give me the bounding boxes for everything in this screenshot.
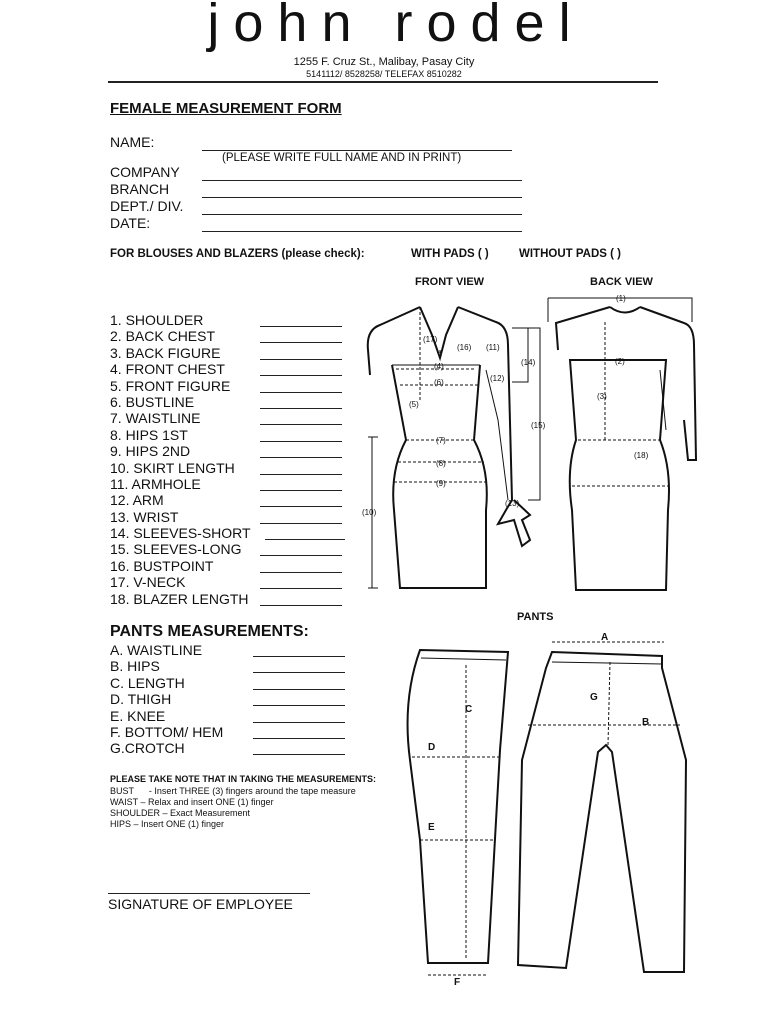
- diagram-label: (18): [634, 451, 649, 460]
- diagram-label: (15): [531, 421, 546, 430]
- company-address: 1255 F. Cruz St., Malibay, Pasay City: [293, 56, 475, 68]
- form-title: FEMALE MEASUREMENT FORM: [110, 100, 342, 117]
- item-label: G.CROTCH: [110, 740, 185, 757]
- company-label: COMPANY: [110, 164, 180, 180]
- company-logo-text: john rodel: [207, 0, 585, 53]
- date-label: DATE:: [110, 215, 151, 231]
- item-label: A. WAISTLINE: [110, 642, 203, 658]
- pants-front-figure: [518, 642, 686, 972]
- item-label: 13. WRIST: [110, 508, 179, 525]
- note-line: WAIST – Relax and insert ONE (1) finger: [110, 797, 274, 807]
- diagram-label: (11): [486, 343, 500, 352]
- item-label: C. LENGTH: [110, 674, 185, 691]
- pads-label: FOR BLOUSES AND BLAZERS (please check):: [110, 248, 365, 260]
- item-label: 17. V-NECK: [110, 574, 186, 591]
- diagram-label: (3): [597, 392, 607, 401]
- item-label: 14. SLEEVES-SHORT: [110, 525, 251, 542]
- item-label: B. HIPS: [110, 658, 160, 675]
- dept-label: DEPT./ DIV.: [110, 198, 184, 214]
- signature-label: SIGNATURE OF EMPLOYEE: [108, 896, 293, 912]
- item-label: 2. BACK CHEST: [110, 328, 216, 345]
- name-hint: (PLEASE WRITE FULL NAME AND IN PRINT): [222, 152, 462, 164]
- pants-side-figure: [408, 650, 508, 975]
- diagram-label: (5): [409, 400, 419, 409]
- note-line: HIPS – Insert ONE (1) finger: [110, 819, 225, 829]
- notes-heading: PLEASE TAKE NOTE THAT IN TAKING THE MEASUREMENTS:: [110, 774, 377, 784]
- item-label: 15. SLEEVES-LONG: [110, 541, 242, 558]
- diagram-label: (2): [615, 357, 625, 366]
- diagram-label: (14): [521, 358, 536, 367]
- item-label: 1. SHOULDER: [110, 312, 204, 328]
- diagram-label: D: [428, 742, 436, 753]
- item-label: 3. BACK FIGURE: [110, 344, 221, 361]
- back-view-figure: [548, 298, 696, 590]
- company-phones: 5141112/ 8528258/ TELEFAX 8510282: [306, 69, 462, 79]
- diagram-label: C: [465, 704, 473, 715]
- diagram-label: (12): [490, 374, 505, 383]
- diagram-label: (6): [434, 378, 444, 387]
- item-label: 8. HIPS 1ST: [110, 426, 188, 443]
- diagram-label: B: [642, 717, 650, 728]
- diagram-label: (16): [457, 343, 472, 352]
- pants-heading: PANTS MEASUREMENTS:: [110, 623, 309, 640]
- diagram-label: A: [601, 632, 609, 643]
- diagram-label: G: [590, 692, 598, 703]
- diagram-label: (8): [436, 459, 446, 468]
- note-line: SHOULDER – Exact Measurement: [110, 808, 251, 818]
- diagram-label: (4): [434, 362, 444, 371]
- front-view-labels: [362, 335, 546, 517]
- front-view-figure: [368, 307, 540, 588]
- diagram-label: (7): [436, 436, 446, 445]
- pants-labels: [428, 632, 649, 988]
- without-pads-checkbox[interactable]: WITHOUT PADS ( ): [519, 248, 621, 260]
- item-label: 4. FRONT CHEST: [110, 361, 225, 378]
- diagram-label: F: [454, 977, 461, 988]
- item-label: 16. BUSTPOINT: [110, 557, 214, 574]
- item-label: 7. WAISTLINE: [110, 410, 201, 427]
- item-label: 5. FRONT FIGURE: [110, 377, 231, 394]
- item-label: 11. ARMHOLE: [110, 475, 201, 492]
- item-label: 18. BLAZER LENGTH: [110, 590, 249, 607]
- item-label: E. KNEE: [110, 707, 166, 724]
- item-label: D. THIGH: [110, 691, 172, 708]
- note-line: BUST - Insert THREE (3) fingers around the tape measure: [110, 786, 356, 796]
- item-label: 10. SKIRT LENGTH: [110, 459, 235, 476]
- diagram-label: (13): [505, 499, 520, 508]
- branch-label: BRANCH: [110, 181, 170, 197]
- diagram-label: (10): [362, 508, 377, 517]
- diagram-label: E: [428, 822, 435, 833]
- item-label: F. BOTTOM/ HEM: [110, 723, 224, 740]
- diagram-label: (9): [436, 479, 446, 488]
- name-label: NAME:: [110, 134, 155, 150]
- with-pads-checkbox[interactable]: WITH PADS ( ): [411, 248, 489, 260]
- back-view-label: BACK VIEW: [590, 276, 653, 288]
- item-label: 9. HIPS 2ND: [110, 443, 191, 460]
- item-label: 6. BUSTLINE: [110, 393, 195, 410]
- front-view-label: FRONT VIEW: [415, 276, 485, 288]
- item-label: 12. ARM: [110, 492, 164, 509]
- diagram-label: (1): [616, 294, 626, 303]
- pants-view-label: PANTS: [517, 611, 554, 623]
- diagram-label: (17): [423, 335, 438, 344]
